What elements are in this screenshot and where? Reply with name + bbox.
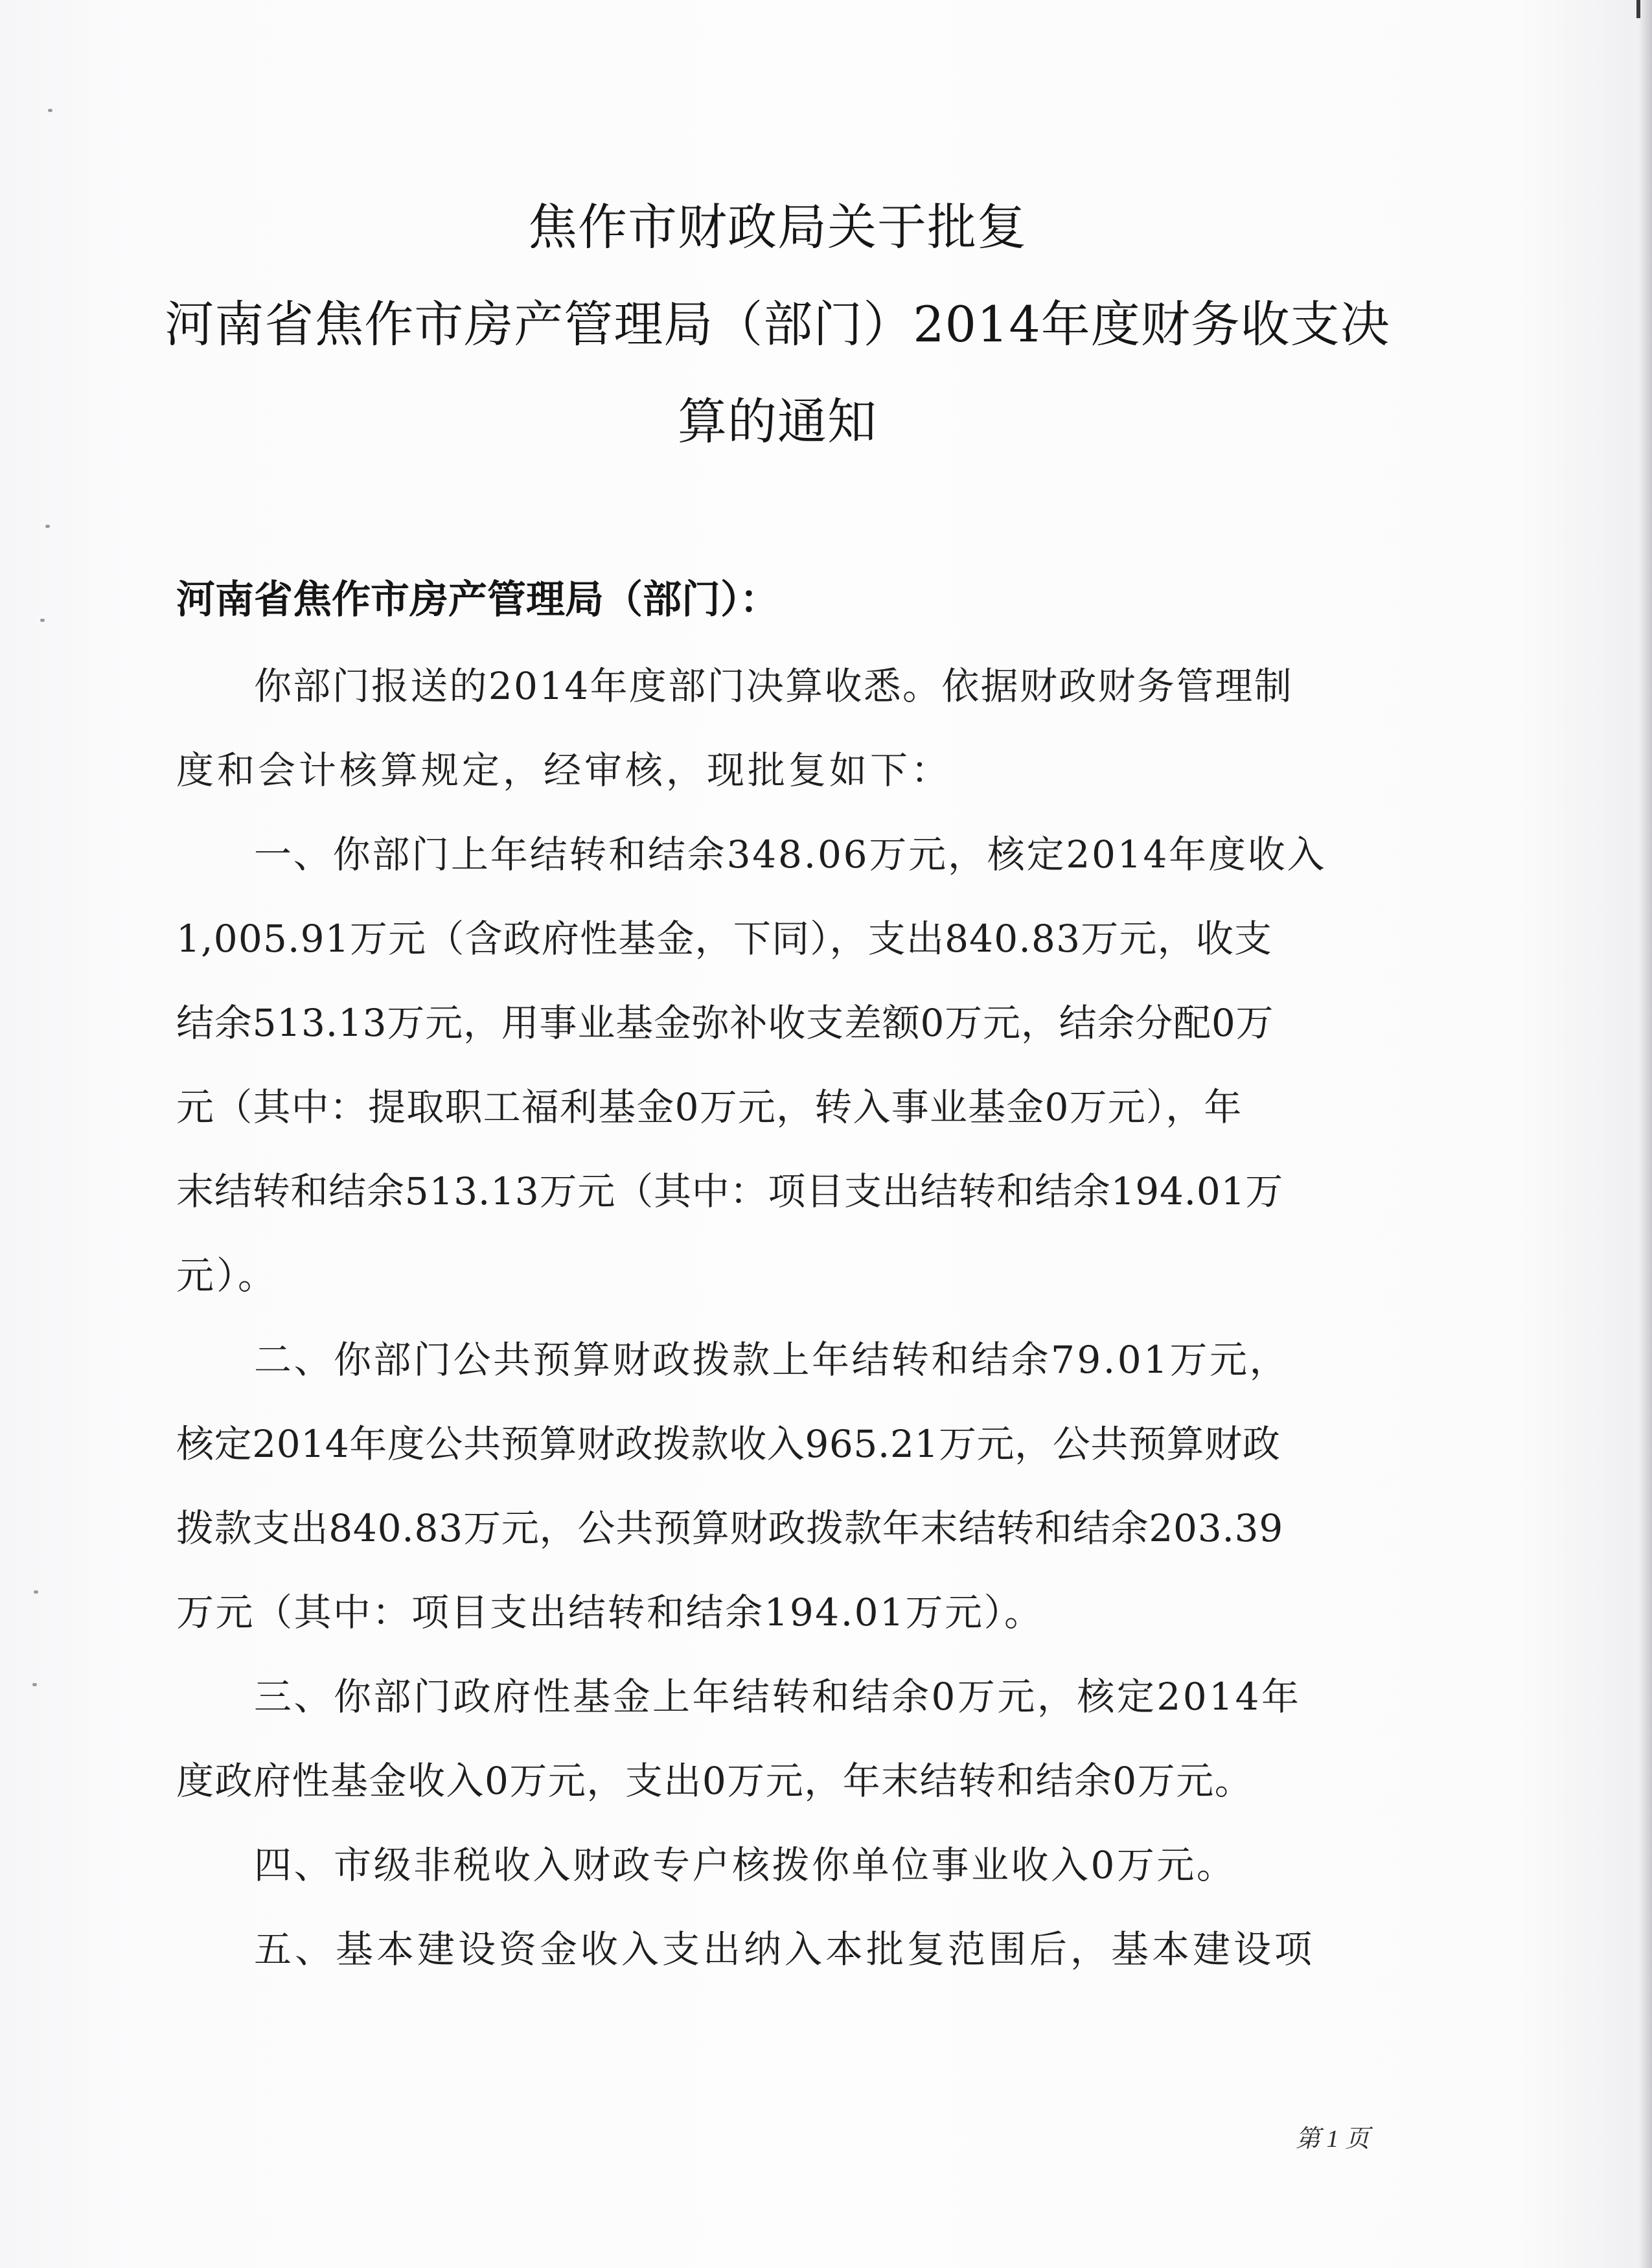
intro-line-1: 你部门报送的2014年度部门决算收悉。依据财政财务管理制 [254,664,1294,708]
scan-edge-shadow [1639,0,1652,2268]
item-2-line-4: 万元（其中：项目支出结转和结余194.01万元）。 [176,1590,1044,1634]
item-3-line-1: 三、你部门政府性基金上年结转和结余0万元，核定2014年 [254,1675,1302,1719]
item-1-line-1: 一、你部门上年结转和结余348.06万元，核定2014年度收入 [254,832,1327,876]
document-title-line-2: 河南省焦作市房产管理局（部门）2014年度财务收支决 [165,295,1390,353]
item-1-line-4: 元（其中：提取职工福利基金0万元，转入事业基金0万元），年 [176,1085,1243,1129]
binding-hole-mark [34,1590,38,1594]
item-3-line-2: 度政府性基金收入0万元，支出0万元，年末结转和结余0万元。 [176,1759,1254,1803]
scan-corner-mark [1636,0,1640,18]
item-1-line-3: 结余513.13万元，用事业基金弥补收支差额0万元，结余分配0万 [176,1001,1274,1045]
item-2-line-3: 拨款支出840.83万元，公共预算财政拨款年末结转和结余203.39 [176,1506,1284,1550]
intro-line-2: 度和会计核算规定，经审核，现批复如下： [176,748,952,792]
binding-hole-mark [48,109,52,112]
document-title-line-1: 焦作市财政局关于批复 [528,198,1027,256]
binding-hole-mark [45,525,50,528]
item-2-line-1: 二、你部门公共预算财政拨款上年结转和结余79.01万元， [254,1338,1290,1382]
item-2-line-2: 核定2014年度公共预算财政拨款收入965.21万元，公共预算财政 [176,1422,1281,1466]
item-1-line-2: 1,005.91万元（含政府性基金，下同），支出840.83万元，收支 [176,917,1273,961]
item-1-line-6: 元）。 [176,1254,279,1298]
document-title-line-3: 算的通知 [678,393,877,450]
item-4-line-1: 四、市级非税收入财政专户核拨你单位事业收入0万元。 [254,1843,1237,1887]
item-5-line-1: 五、基本建设资金收入支出纳入本批复范围后，基本建设项 [254,1927,1316,1971]
page-number: 第 1 页 [1296,2125,1370,2153]
item-1-line-5: 末结转和结余513.13万元（其中：项目支出结转和结余194.01万 [176,1169,1284,1213]
binding-hole-mark [32,1683,37,1686]
binding-hole-mark [40,619,45,622]
salutation: 河南省焦作市房产管理局（部门）： [176,577,779,623]
